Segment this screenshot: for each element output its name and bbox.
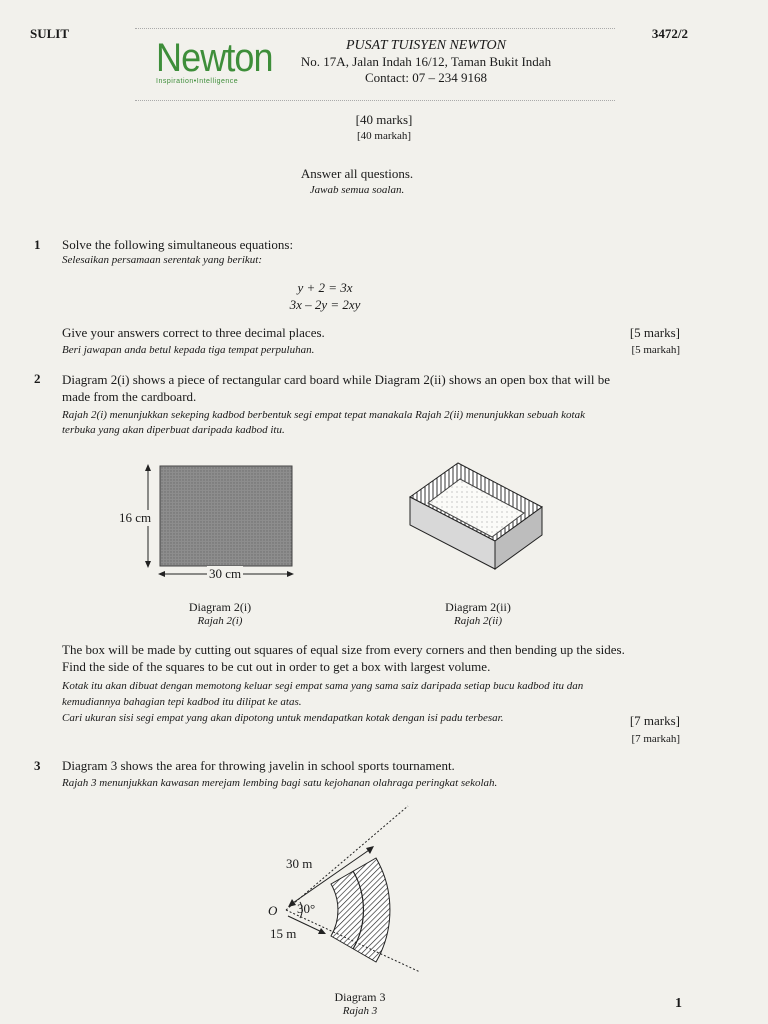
logo-word: Newton [156, 36, 273, 80]
logo-tagline: Inspiration•Intelligence [156, 78, 239, 85]
throwing-sector [331, 858, 390, 962]
q2-body-ms-line2: kemudiannya bahagian tepi kadbod itu dilipat ke atas. [62, 696, 302, 708]
caption-2ii [428, 600, 528, 628]
caption-3-ms: Rajah 3 [342, 1005, 378, 1017]
q2-text-en-line2: made from the cardboard. [62, 389, 197, 404]
q2-number: 2 [34, 371, 41, 386]
q2-body-ms-line3: Cari ukuran sisi segi empat yang akan dipotong untuk mendapatkan kotak dengan isi padu terbesar. [62, 712, 504, 724]
q2-text-ms-line2: terbuka yang akan diperbuat daripada kadbod itu. [62, 424, 285, 436]
centre-header [276, 38, 576, 86]
caption-2i [170, 600, 270, 628]
total-marks-ms: [40 markah] [356, 130, 412, 142]
q1-text-ms: Selesaikan persamaan serentak yang berikut: [62, 254, 262, 266]
header-rule-bottom [135, 100, 615, 102]
height-arrow-bottom [145, 561, 151, 568]
centre-contact: Contact: 07 – 234 9168 [364, 70, 488, 85]
width-arrow-right [287, 571, 294, 577]
q2-body-en-line1: The box will be made by cutting out squares of equal size from every corners and then bending up the sides. [62, 642, 625, 657]
paper-code: 3472/2 [651, 26, 688, 41]
q1-marks-ms: [5 markah] [631, 344, 680, 356]
cardboard-rect [160, 466, 292, 566]
q2-dim-width: 30 cm [209, 566, 242, 581]
q1-note-en: Give your answers correct to three decimal places. [62, 325, 325, 340]
centre-address: No. 17A, Jalan Indah 16/12, Taman Bukit Indah [300, 54, 552, 69]
instruction-ms: Jawab semua soalan. [309, 184, 405, 196]
q2-body-en [62, 641, 722, 675]
page-number: 1 [675, 996, 682, 1011]
header-rule-top [135, 28, 615, 30]
total-marks [284, 112, 484, 144]
caption-3-en: Diagram 3 [334, 990, 386, 1004]
q1-note-ms: Beri jawapan anda betul kepada tiga tempat perpuluhan. [62, 344, 315, 356]
q3-label-30m: 30 m [286, 856, 313, 871]
diagram-3 [260, 800, 430, 980]
q3-label-angle: 30° [297, 901, 316, 916]
caption-2ii-ms: Rajah 2(ii) [454, 615, 502, 627]
q1-equation-2: 3x – 2y = 2xy [289, 297, 361, 312]
newton-logo [156, 36, 273, 85]
caption-2i-ms: Rajah 2(i) [197, 615, 243, 627]
q2-text-en-line1: Diagram 2(i) shows a piece of rectangular card board while Diagram 2(ii) shows an open box that will be [62, 372, 610, 387]
q2-text-ms-line1: Rajah 2(i) menunjukkan sekeping kadbod berbentuk segi empat tepat manakala Rajah 2(ii) menunjukkan sebuah kotak [62, 409, 585, 421]
width-arrow-left [158, 571, 165, 577]
q3-text-ms: Rajah 3 menunjukkan kawasan merejam lembing bagi satu kejohanan olahraga peringkat sekolah. [62, 777, 498, 789]
q2-body-ms [62, 678, 722, 726]
q2-body-en-line2: Find the side of the squares to be cut out in order to get a box with largest volume. [62, 659, 491, 674]
caption-3 [310, 990, 410, 1018]
arrow-30m-head [366, 846, 374, 854]
q2-marks-ms: [7 markah] [631, 733, 680, 745]
total-marks-en: [40 marks] [355, 112, 413, 127]
q3-number: 3 [34, 758, 41, 773]
q3-text-en: Diagram 3 shows the area for throwing javelin in school sports tournament. [62, 758, 455, 773]
q2-body-ms-line1: Kotak itu akan dibuat dengan memotong keluar segi empat sama yang sama saiz daripada setiap bucu kadbod itu dan [62, 680, 584, 692]
q1-number: 1 [34, 237, 41, 252]
sulit-label: SULIT [30, 26, 70, 41]
q2-text-ms [62, 408, 702, 438]
arrow-30m-tail [288, 899, 296, 907]
instruction-en: Answer all questions. [300, 166, 414, 181]
q1-text-en: Solve the following simultaneous equations: [62, 237, 294, 252]
caption-2ii-en: Diagram 2(ii) [445, 600, 511, 614]
instruction [257, 165, 457, 199]
q2-dim-height: 16 cm [119, 510, 152, 525]
q1-equation-1: y + 2 = 3x [297, 280, 353, 295]
caption-2i-en: Diagram 2(i) [188, 600, 252, 614]
q1-marks-en: [5 marks] [629, 325, 680, 340]
centre-name: PUSAT TUISYEN NEWTON [346, 38, 506, 53]
diagram-2ii [400, 455, 550, 575]
q3-label-O: O [268, 903, 278, 918]
q2-marks-en: [7 marks] [629, 713, 680, 728]
q2-text-en [62, 371, 702, 405]
q3-label-15m: 15 m [270, 926, 297, 941]
height-arrow-top [145, 464, 151, 471]
